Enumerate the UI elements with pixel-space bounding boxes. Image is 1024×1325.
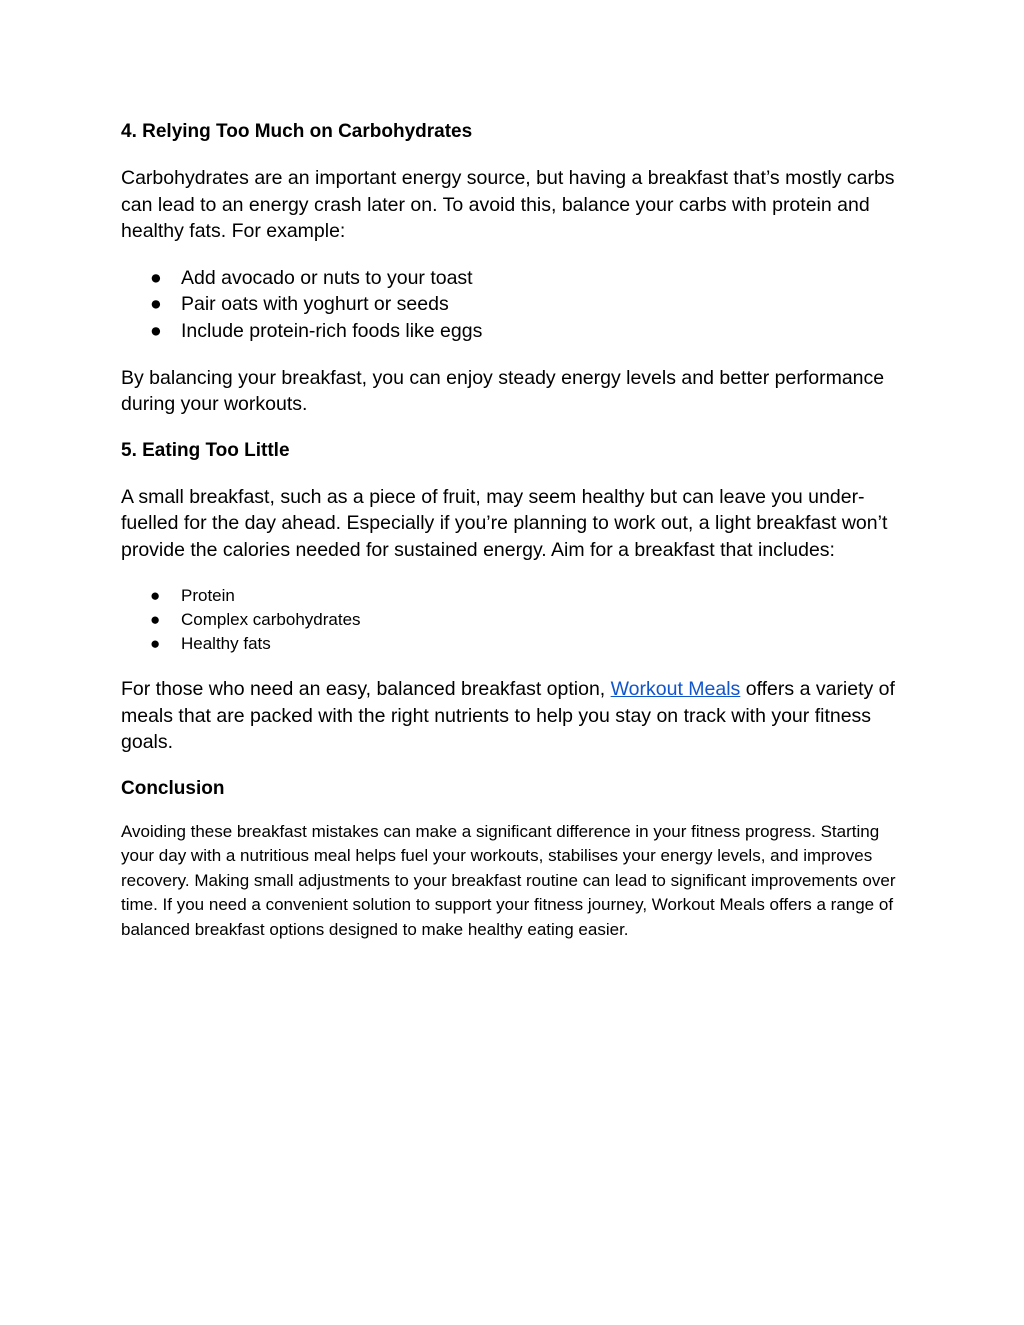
bullet-icon: ● [150,319,162,342]
section-4-bullet-list [121,265,911,345]
document-page [121,118,911,942]
section-5-bullet-list [121,584,911,657]
section-5-outro: For those who need an easy, balanced breakfast option, Workout Meals offers a variety of meals that are packed with the right nutrients to help you stay on track with your fitness goals. [121,678,895,754]
list-item: ● Complex carbohydrates [121,608,911,632]
bullet-icon: ● [150,609,161,629]
conclusion-heading: Conclusion [121,777,225,799]
list-item: ● Pair oats with yoghurt or seeds [121,291,911,318]
bullet-icon: ● [150,293,162,316]
conclusion-body: Avoiding these breakfast mistakes can make a significant difference in your fitness progress. Starting your day with a nutritious meal helps fuel your workouts, stabilises your energy levels, and improves recovery. Making small adjustments to your breakfast routine can lead to significant improvements over time. If you need a convenient solution to support your fitness journey, Workout Meals offers a range of balanced breakfast options designed to make healthy eating easier. [121,821,896,939]
list-item: ● Healthy fats [121,632,911,656]
bullet-icon: ● [150,585,161,605]
list-item: ● Add avocado or nuts to your toast [121,265,911,292]
section-4-intro: Carbohydrates are an important energy source, but having a breakfast that’s mostly carbs can lead to an energy crash later on. To avoid this, balance your carbs with protein and healthy fats. For example: [121,167,895,243]
section-5-intro: A small breakfast, such as a piece of fruit, may seem healthy but can leave you under-fuelled for the day ahead. Especially if you’re planning to work out, a light breakfast won’t provide the calories needed for sustained energy. Aim for a breakfast that includes: [121,485,888,561]
bullet-icon: ● [150,266,162,289]
bullet-icon: ● [150,633,161,653]
section-5-heading: 5. Eating Too Little [121,439,290,461]
list-item: ● Include protein-rich foods like eggs [121,318,911,345]
section-4-heading: 4. Relying Too Much on Carbohydrates [121,121,473,142]
workout-meals-link[interactable]: Workout Meals [610,678,741,701]
section-4-outro: By balancing your breakfast, you can enjoy steady energy levels and better performance during your workouts. [121,366,885,416]
list-item: ● Protein [121,584,911,608]
